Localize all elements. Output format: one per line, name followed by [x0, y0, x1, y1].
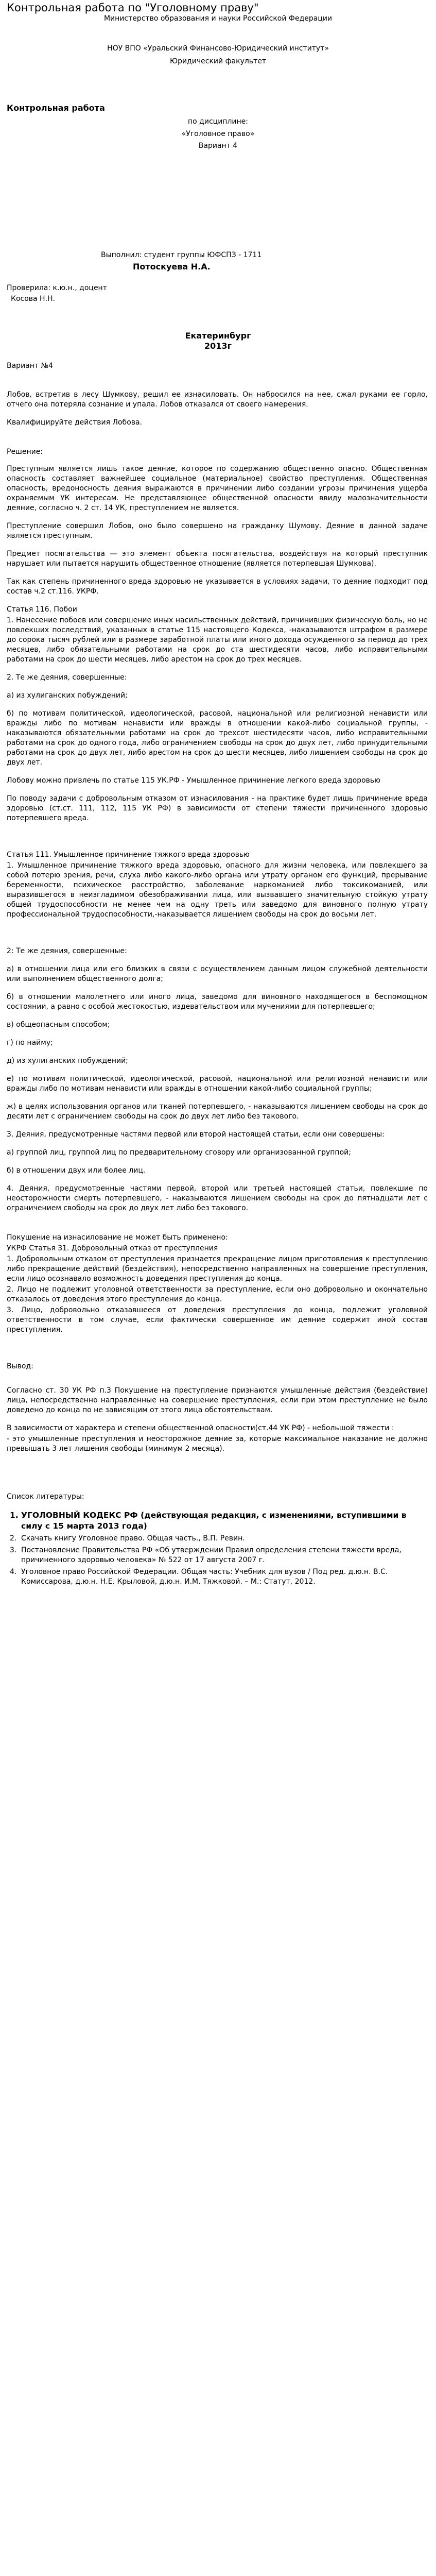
article-111-part-3: 3. Деяния, предусмотренные частями первой или второй настоящей статьи, если они совершены:	[7, 1130, 385, 1139]
literature-item-text: Скачать книгу Уголовное право. Общая часть., В.П. Ревин.	[21, 1534, 245, 1543]
conclusion-paragraph-2: В зависимости от характера и степени общественной опасности(ст.44 УК РФ) - небольшой тяжести :	[7, 1424, 394, 1432]
discipline-name: «Уголовное право»	[181, 130, 255, 138]
literature-item-text: УГОЛОВНЫЙ КОДЕКС РФ (действующая редакция, с изменениями, вступившими в силу с 15 марта 2013 года)	[21, 1511, 407, 1531]
literature-item	[10, 1567, 428, 1587]
article-111-part-2-zh: ж) в целях использования органов или тканей потерпевшего, - наказываются лишением свободы на срок до десяти лет с ограничением свободы на срок до двух лет либо без такового.	[7, 1103, 428, 1121]
discipline-label: по дисциплине:	[188, 117, 248, 126]
article-116-part-2-b: б) по мотивам политической, идеологической, расовой, национальной или религиозной ненависти или вражды либо по мотивам ненависти или вражды в отношении какой-либо социальной группы, - наказываются обязательными работами на срок до трехсот шестидесяти часов, либо исправительными работами на срок до одного года, либо ограничением свободы на срок до двух лет, либо принудительными работами на срок до двух лет, либо арестом на срок до шести месяцев, либо лишением свободы на срок до двух лет.	[7, 709, 428, 767]
article-111-part-2-v: в) общеопасным способом;	[7, 1021, 110, 1029]
article-111-part-2-e: е) по мотивам политической, идеологической, расовой, национальной или религиозной ненависти или вражды либо по мотивам ненависти или вражды в отношении какой-либо социальной группы;	[7, 1075, 428, 1093]
solution-label: Решение:	[7, 448, 43, 456]
article-116-part-1: 1. Нанесение побоев или совершение иных насильственных действий, причинивших физическую боль, но не повлекших последствий, указанных в статье 115 настоящего Кодекса, -наказываются штрафом в размере до сорока тысяч рублей или в размере заработной платы или иного дохода осужденного за период до трех месяцев, либо обязательными работами на срок до ста шестидесяти часов, либо исправительными работами на срок до шести месяцев, либо арестом на срок до трех месяцев.	[7, 616, 428, 664]
paragraph-4: Так как степень причиненного вреда здоровью не указывается в условиях задачи, то деяние подходит под состав ч.2 ст.116. УКРФ.	[7, 578, 428, 596]
article-111-part-2-b: б) в отношении малолетнего или иного лица, заведомо для виновного находящегося в беспомощном состоянии, а равно с особой жестокостью, издевательством или мучениями для потерпевшего;	[7, 993, 428, 1011]
literature-item	[10, 1510, 428, 1532]
voluntary-part-1: 1. Добровольным отказом от преступления признается прекращение лицом приготовления к преступлению либо прекращение действий (бездействия), непосредственно направленных на совершение преступления, если лицо осознавало возможность доведения преступления до конца.	[7, 1255, 428, 1283]
literature-item-number: 3.	[10, 1546, 17, 1554]
article-111-part-2-a: а) в отношении лица или его близких в связи с осуществлением данным лицом служебной деятельности или выполнением общественного долга;	[7, 965, 428, 983]
case-text: Лобов, встретив в лесу Шумкову, решил ее изнасиловать. Он набросился на нее, сжал руками ее горло, отчего она потеряла сознание и упала. Лобов отказался от своего намерения.	[7, 391, 428, 409]
ministry-line: Министерство образования и науки Российской Федерации	[103, 14, 333, 23]
year: 2013г	[204, 341, 232, 351]
literature-item-number: 4.	[10, 1568, 17, 1576]
literature-item-number: 1.	[10, 1511, 19, 1520]
conclusion-paragraph-1: Согласно ст. 30 УК РФ п.3 Покушение на преступление признаются умышленные действия (бездействие) лица, непосредственно направленные на совершение преступления, если при этом преступление не было доведено до конца по не зависящим от этого лица обстоятельствам.	[7, 1386, 428, 1414]
variant-line: Вариант 4	[198, 142, 238, 150]
student-name: Потоскуева Н.А.	[133, 262, 211, 272]
article-116-part-2-a: а) из хулиганских побуждений;	[7, 691, 128, 700]
paragraph-3: Предмет посягательства — это элемент объекта посягательства, воздействуя на который преступник нарушает или пытается нарушить общественное отношение (является потерпевшая Шумкова).	[7, 550, 428, 568]
article-111-title: Статья 111. Умышленное причинение тяжкого вреда здоровью	[7, 851, 250, 859]
paragraph-2: Преступление совершил Лобов, оно было совершено на гражданку Шумову. Деяние в данной задаче является преступным.	[7, 522, 428, 540]
conclusion-paragraph-3: - это умышленные преступления и неосторожное деяние за, которые максимальное наказание не должно превышать 3 лет лишения свободы (минимум 2 месяца).	[7, 1435, 428, 1453]
document-body	[7, 390, 428, 1589]
article-111-part-2-g: г) по найму;	[7, 1039, 53, 1047]
literature-item	[10, 1546, 428, 1565]
article-111-part-3-a: а) группой лиц, группой лиц по предварительному сговору или организованной группой;	[7, 1148, 351, 1157]
conclusion-label: Вывод:	[7, 1362, 33, 1370]
voluntary-part-3: 3. Лицо, добровольно отказавшееся от доведения преступления до конца, подлежит уголовной ответственности в том случае, если фактически совершенное им деяние содержит иной состав преступления.	[7, 1306, 428, 1334]
voluntary-heading: Покушение на изнасилование не может быть применено:	[7, 1233, 228, 1242]
checked-by: Проверила: к.ю.н., доцент	[7, 284, 107, 292]
document-title: Контрольная работа по "Уголовному праву"	[7, 2, 259, 14]
article-111-part-2-d: д) из хулиганских побуждений;	[7, 1057, 128, 1065]
institute-line: НОУ ВПО «Уральский Финансово-Юридический институт»	[107, 44, 329, 53]
performed-by: Выполнил: студент группы ЮФСПЗ - 1711	[101, 251, 262, 259]
voluntary-part-2: 2. Лицо не подлежит уголовной ответственности за преступление, если оно добровольно и окончательно отказалось от доведения этого преступления до конца.	[7, 1285, 428, 1303]
voluntary-article: УКРФ Статья 31. Добровольный отказ от преступления	[7, 1244, 218, 1252]
article-116-part-2-head: 2. Те же деяния, совершенные:	[7, 673, 127, 682]
paragraph-6: По поводу задачи с добровольным отказом от изнасилования - на практике будет лишь причинение вреда здоровью (ст.ст. 111, 112, 115 УК РФ) в зависимости от степени тяжести причиненного здоровью потерпевшего вреда.	[7, 794, 428, 822]
literature-label: Список литературы:	[7, 1493, 84, 1501]
work-title: Контрольная работа	[7, 103, 105, 113]
paragraph-1: Преступным является лишь такое деяние, которое по содержанию общественно опасно. Общественная опасность составляет важнейшее социальное (материальное) свойство преступления. Общественная опасность, вредоносность деяния выражаются в причинении либо создании угрозы причинения ущерба охраняемым УК интересам. Не представляющее общественной опасности ввиду малозначительности деяние, согласно ч. 2 ст. 14 УК, преступлением не является.	[7, 465, 428, 512]
literature-list	[10, 1510, 428, 1587]
literature-item	[10, 1534, 428, 1544]
article-111-part-1: 1. Умышленное причинение тяжкого вреда здоровью, опасного для жизни человека, или повлекшего за собой потерю зрения, речи, слуха либо какого-либо органа или утрату органом его функций, прерывание беременности, психическое расстройство, заболевание наркоманией либо токсикоманией, или выразившегося в неизгладимом обезображивании лица, или вызвавшего значительную стойкую утрату общей трудоспособности не менее чем на одну треть или заведомо для виновного полную утрату профессиональной трудоспособности,-наказывается лишением свободы на срок до восьми лет.	[7, 861, 428, 919]
task-text: Квалифицируйте действия Лобова.	[7, 418, 143, 427]
faculty-line: Юридический факультет	[170, 57, 266, 65]
article-111-part-2-head: 2: Те же деяния, совершенные:	[7, 947, 127, 955]
article-111-part-3-b: б) в отношении двух или более лиц.	[7, 1166, 146, 1175]
city: Екатеринбург	[185, 331, 251, 341]
article-111-part-4: 4. Деяния, предусмотренные частями первой, второй или третьей настоящей статьи, повлекшие по неосторожности смерть потерпевшего, - наказываются лишением свободы на срок до пятнадцати лет с ограничением свободы на срок до двух лет либо без такового.	[7, 1184, 428, 1212]
teacher-name: Косова Н.Н.	[11, 295, 56, 303]
literature-item-text: Уголовное право Российской Федерации. Общая часть: Учебник для вузов / Под ред. д.ю.н. В.С. Комиссарова, д.ю.н. Н.Е. Крыловой, д.ю.н. И.М. Тяжковой. – М.: Статут, 2012.	[21, 1568, 388, 1586]
variant-label: Вариант №4	[7, 362, 53, 370]
paragraph-5: Лобову можно привлечь по статье 115 УК.РФ - Умышленное причинение легкого вреда здоровью	[7, 776, 380, 785]
article-116-title: Статья 116. Побои	[7, 605, 77, 614]
literature-item-text: Постановление Правительства РФ «Об утверждении Правил определения степени тяжести вреда, причиненного здоровью человека» № 522 от 17 августа 2007 г.	[21, 1546, 402, 1564]
literature-item-number: 2.	[10, 1534, 17, 1543]
